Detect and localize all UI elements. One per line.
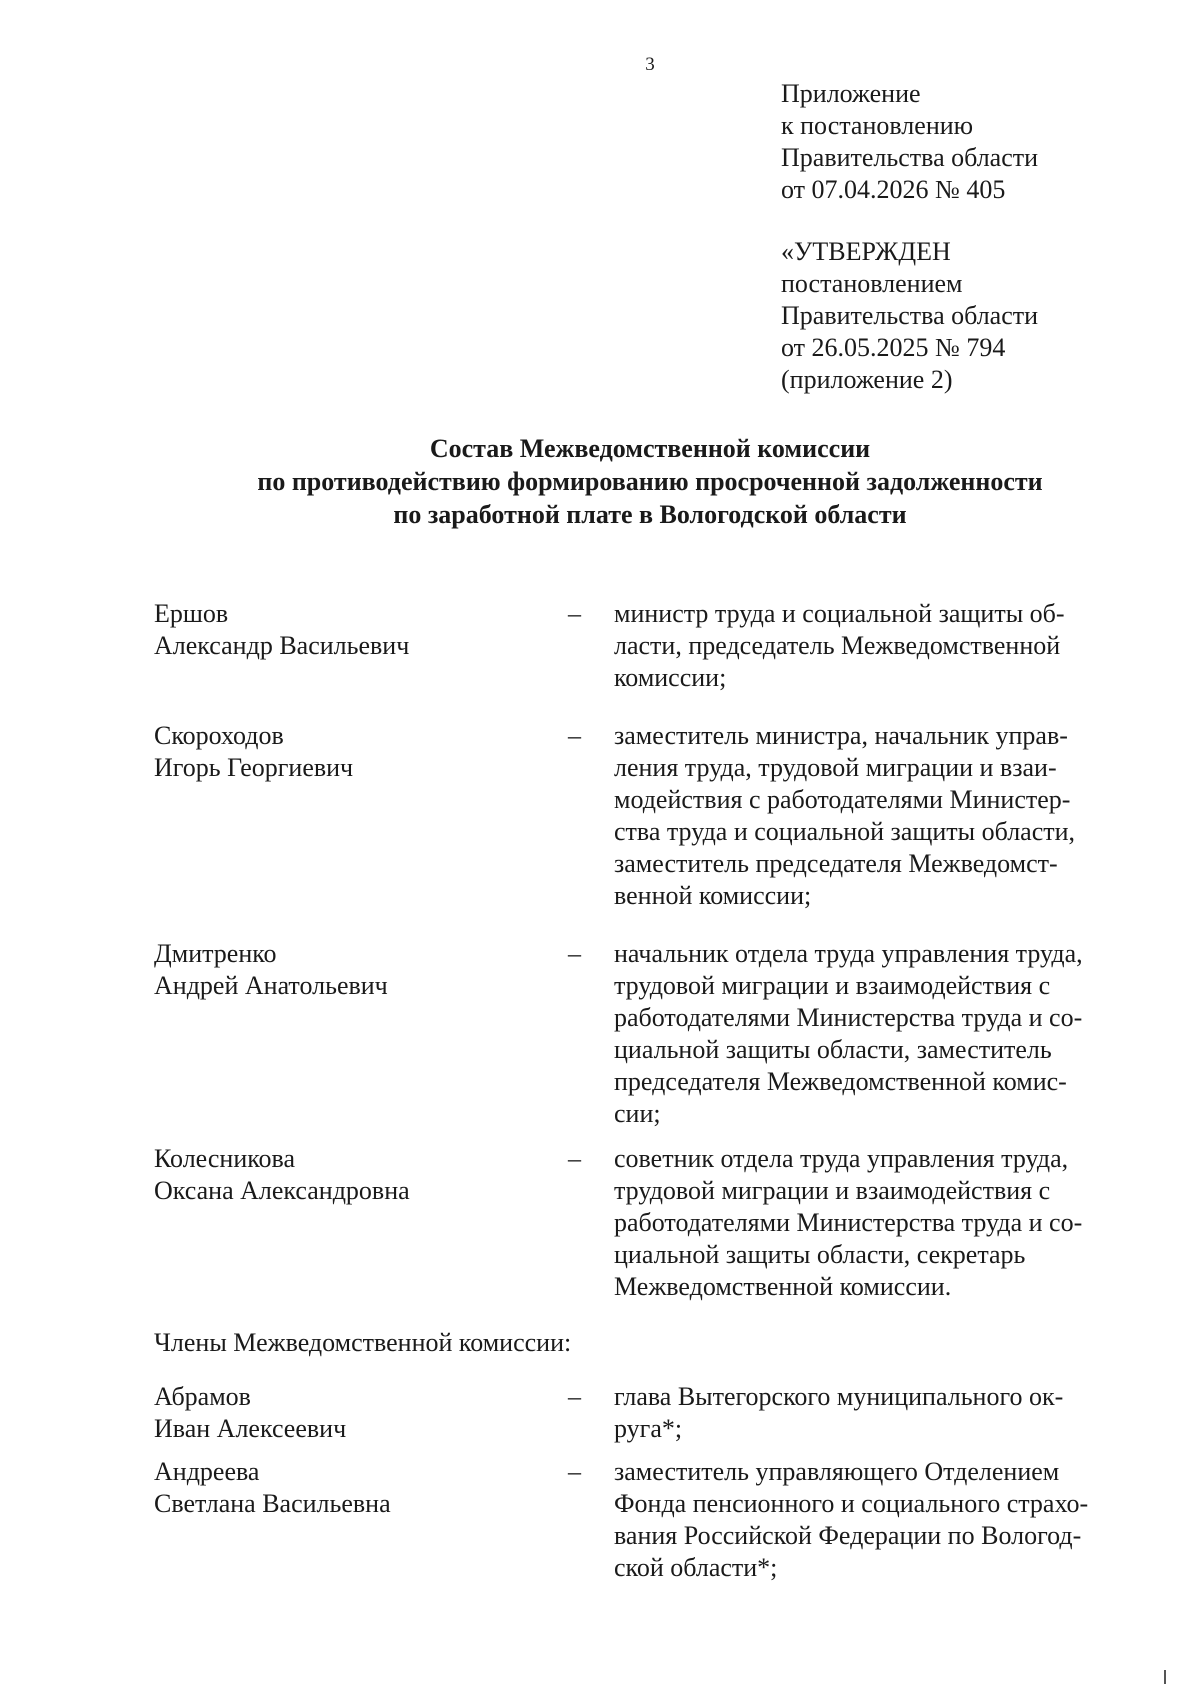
dash: – <box>568 1382 581 1411</box>
role-line: заместитель управляющего Отделением <box>614 1457 1060 1486</box>
role-line: заместитель министра, начальник управ- <box>614 721 1068 750</box>
role-line: председателя Межведомственной комис- <box>614 1067 1067 1096</box>
role-line: работодателями Министерства труда и со- <box>614 1003 1083 1032</box>
dash: – <box>568 721 581 750</box>
member-role <box>614 1456 1134 1584</box>
approved-line: (приложение 2) <box>781 365 953 394</box>
role-line: руга*; <box>614 1414 683 1443</box>
role-line: трудовой миграции и взаимодействия с <box>614 971 1051 1000</box>
role-line: советник отдела труда управления труда, <box>614 1144 1069 1173</box>
member-name <box>154 598 568 694</box>
member-given-name: Александр Васильевич <box>154 631 410 660</box>
approved-line: Правительства области <box>781 301 1039 330</box>
role-line: глава Вытегорского муниципального ок- <box>614 1382 1064 1411</box>
role-line: модействия с работодателями Министер- <box>614 785 1071 814</box>
dash: – <box>568 599 581 628</box>
member-surname: Абрамов <box>154 1382 251 1411</box>
annex-line: Приложение <box>781 79 921 108</box>
dash: – <box>568 1457 581 1486</box>
member-role <box>614 598 1134 694</box>
member-entry <box>154 598 1154 694</box>
title-line: по заработной плате в Вологодской области <box>393 500 907 529</box>
member-given-name: Андрей Анатольевич <box>154 971 388 1000</box>
role-line: ства труда и социальной защиты области, <box>614 817 1076 846</box>
member-given-name: Игорь Георгиевич <box>154 753 354 782</box>
title-line: по противодействию формированию просроченной задолженности <box>257 467 1043 496</box>
dash: – <box>568 939 581 968</box>
approved-block <box>781 236 1038 396</box>
role-line: вания Российской Федерации по Вологод- <box>614 1521 1082 1550</box>
approved-line: «УТВЕРЖДЕН <box>781 237 951 266</box>
role-line: ласти, председатель Межведомственной <box>614 631 1061 660</box>
member-entry <box>154 1381 1154 1445</box>
member-role <box>614 1143 1134 1303</box>
member-surname: Дмитренко <box>154 939 277 968</box>
annex-line: к постановлению <box>781 111 974 140</box>
member-entry <box>154 1143 1154 1303</box>
member-surname: Колесникова <box>154 1144 296 1173</box>
member-role <box>614 720 1134 912</box>
member-given-name: Светлана Васильевна <box>154 1489 391 1518</box>
role-line: ской области*; <box>614 1553 778 1582</box>
title-line: Состав Межведомственной комиссии <box>429 434 871 463</box>
member-name <box>154 720 568 912</box>
role-line: Межведомственной комиссии. <box>614 1272 952 1301</box>
commission-list <box>154 598 1154 1584</box>
member-entry <box>154 1456 1154 1584</box>
dash: – <box>568 1144 581 1173</box>
member-given-name: Оксана Александровна <box>154 1176 410 1205</box>
role-line: работодателями Министерства труда и со- <box>614 1208 1083 1237</box>
annex-block <box>781 78 1038 206</box>
member-name <box>154 1456 568 1584</box>
role-line: венной комиссии; <box>614 881 812 910</box>
member-entry <box>154 720 1154 912</box>
member-name <box>154 1143 568 1303</box>
member-surname: Ершов <box>154 599 229 628</box>
role-line: сии; <box>614 1099 661 1128</box>
approved-line: от 26.05.2025 № 794 <box>781 333 1006 362</box>
role-line: министр труда и социальной защиты об- <box>614 599 1065 628</box>
role-line: комиссии; <box>614 663 727 692</box>
member-surname: Андреева <box>154 1457 260 1486</box>
document-title <box>0 432 1200 531</box>
role-line: циальной защиты области, заместитель <box>614 1035 1052 1064</box>
role-line: Фонда пенсионного и социального страхо- <box>614 1489 1089 1518</box>
annex-line: Правительства области <box>781 143 1039 172</box>
member-name <box>154 938 568 1130</box>
member-name <box>154 1381 568 1445</box>
member-given-name: Иван Алексеевич <box>154 1414 347 1443</box>
member-surname: Скороходов <box>154 721 284 750</box>
member-entry <box>154 938 1154 1130</box>
role-line: циальной защиты области, секретарь <box>614 1240 1026 1269</box>
page-number: 3 <box>645 54 655 75</box>
role-line: ления труда, трудовой миграции и взаи- <box>614 753 1057 782</box>
role-line: трудовой миграции и взаимодействия с <box>614 1176 1051 1205</box>
member-role <box>614 1381 1134 1445</box>
annex-line: от 07.04.2026 № 405 <box>781 175 1006 204</box>
approved-line: постановлением <box>781 269 963 298</box>
member-role <box>614 938 1134 1130</box>
scan-mark <box>1164 1670 1166 1684</box>
role-line: заместитель председателя Межведомст- <box>614 849 1058 878</box>
members-section-label: Члены Межведомственной комиссии: <box>154 1328 572 1357</box>
role-line: начальник отдела труда управления труда, <box>614 939 1083 968</box>
